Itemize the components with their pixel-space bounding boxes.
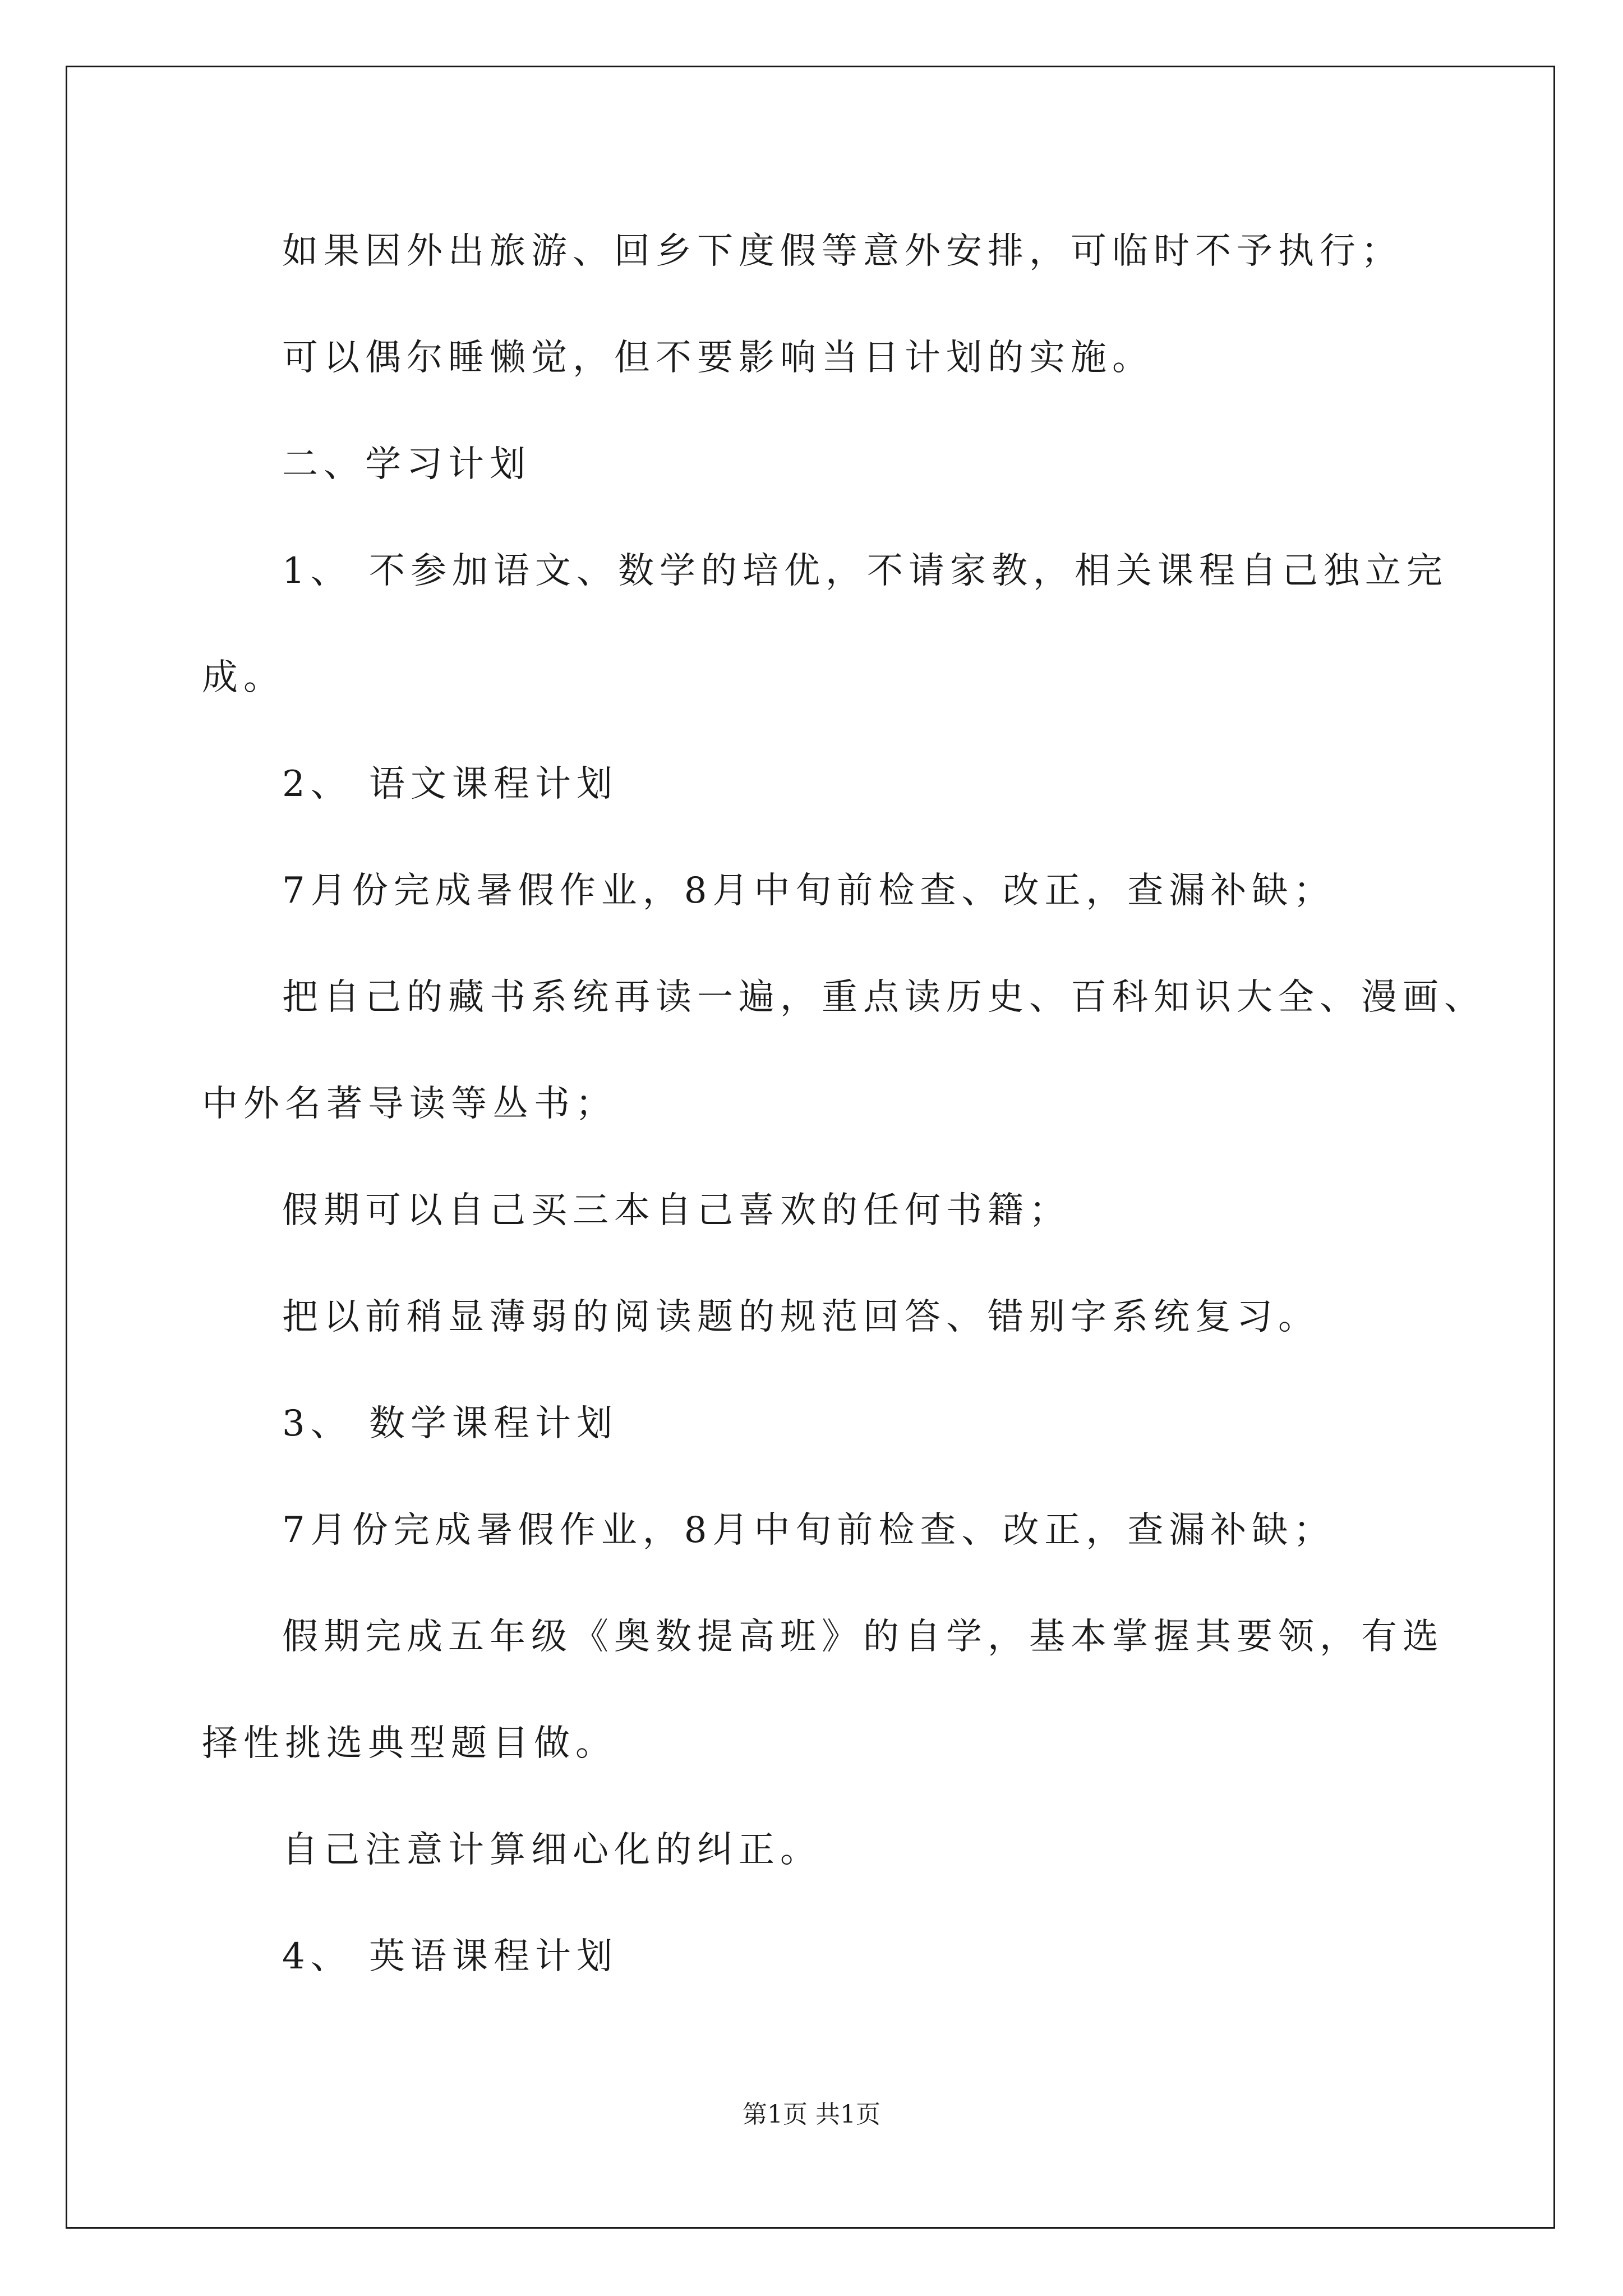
paragraph-line: 把自己的藏书系统再读一遍，重点读历史、百科知识大全、漫画、	[282, 977, 1486, 1018]
paragraph-line: 自己注意计算细心化的纠正。	[282, 1829, 822, 1871]
page-border	[66, 66, 1555, 2229]
paragraph-line: 择性挑选典型题目做。	[202, 1723, 617, 1764]
subsection-heading: 2、 语文课程计划	[282, 763, 619, 805]
paragraph-line: 如果因外出旅游、回乡下度假等意外安排，可临时不予执行；	[282, 231, 1403, 272]
paragraph-line: 假期可以自己买三本自己喜欢的任何书籍；	[282, 1190, 1071, 1231]
section-heading: 二、学习计划	[282, 444, 531, 485]
paragraph-line: 成。	[202, 657, 285, 698]
paragraph-line: 中外名著导读等丛书；	[202, 1083, 617, 1125]
paragraph-line: 可以偶尔睡懒觉，但不要影响当日计划的实施。	[282, 337, 1154, 379]
paragraph-line: 7月份完成暑假作业，8月中旬前检查、改正，查漏补缺；	[282, 870, 1335, 912]
paragraph-line: 7月份完成暑假作业，8月中旬前检查、改正，查漏补缺；	[282, 1510, 1335, 1551]
paragraph-line: 把以前稍显薄弱的阅读题的规范回答、错别字系统复习。	[282, 1296, 1320, 1338]
subsection-heading: 3、 数学课程计划	[282, 1403, 619, 1444]
page-number-footer: 第1页 共1页	[743, 2100, 880, 2129]
paragraph-line: 假期完成五年级《奥数提高班》的自学，基本掌握其要领，有选	[282, 1616, 1444, 1658]
paragraph-line: 1、 不参加语文、数学的培优，不请家教，相关课程自己独立完	[282, 550, 1449, 592]
subsection-heading: 4、 英语课程计划	[282, 1936, 619, 1977]
